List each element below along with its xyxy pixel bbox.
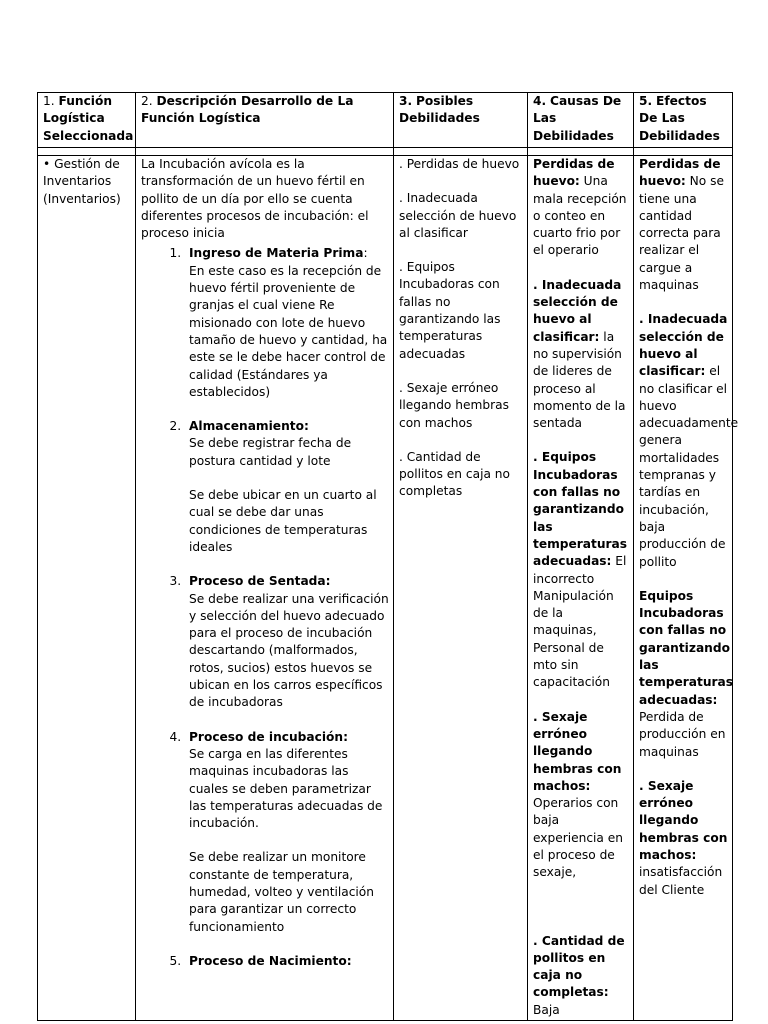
- effect-item: [639, 156, 728, 294]
- item-title: . Inadecuada selección de huevo al clasificar:: [533, 277, 622, 344]
- header-cell: 3. Posibles Debilidades: [394, 93, 528, 148]
- step-text: Se debe realizar una verificación y selección del huevo adecuado para el proceso de incubación descartando (malformados, rotos, sucios) estos huevos se ubican en los carros específicos de incubadoras: [189, 591, 389, 710]
- effect-item: [639, 588, 734, 761]
- step-text: Se carga en las diferentes maquinas incubadoras las cuales se deben parametrizar las temperaturas adecuadas de incubación.: [189, 746, 383, 831]
- weakness-item: . Equipos Incubadoras con fallas no garantizando las temperaturas adecuadas: [399, 260, 501, 361]
- description-cell: [136, 156, 394, 1021]
- item-text: Baja: [533, 1002, 560, 1017]
- cause-item: [533, 156, 629, 260]
- step-text: Se debe registrar fecha de postura cantidad y lote: [189, 436, 352, 468]
- item-text: el no clasificar el huevo adecuadamente genera mortalidades tempranas y tardías en incubación, baja producción de pollito: [639, 364, 739, 569]
- item-title: Perdidas de huevo:: [533, 157, 615, 189]
- item-title: . Inadecuada selección de huevo al clasificar:: [639, 312, 728, 379]
- function-text: • Gestión de Inventarios (Inventarios): [43, 157, 121, 206]
- para-gap: [533, 899, 629, 916]
- process-step: [185, 418, 389, 556]
- item-text: El incorrecto Manipulación de la maquinas, Personal de mto sin capacitación: [533, 554, 627, 690]
- item-text: la no supervisión de lideres de proceso al momento de la sentada: [533, 329, 626, 431]
- weakness-item: . Sexaje erróneo llegando hembras con machos: [399, 380, 509, 430]
- effect-item: [639, 778, 728, 899]
- weakness-item: . Cantidad de pollitos en caja no completas: [399, 449, 510, 499]
- para-gap: [189, 832, 389, 849]
- logistics-table: [37, 92, 739, 1021]
- weaknesses-cell: [394, 156, 528, 1021]
- step-title: Proceso de incubación:: [189, 729, 348, 744]
- cause-item: [533, 277, 629, 433]
- item-title: . Sexaje erróneo llegando hembras con machos:: [533, 709, 622, 793]
- item-text: Una mala recepción o conteo en cuarto frio por el operario: [533, 174, 627, 258]
- process-step: [185, 573, 389, 711]
- step-text: Se debe realizar un monitore constante de temperatura, humedad, volteo y ventilación para garantizar un correcto funcionamiento: [189, 850, 374, 934]
- para-gap: [533, 882, 629, 899]
- item-text: No se tiene una cantidad correcta para realizar el cargue a maquinas: [639, 174, 724, 293]
- process-step: [185, 729, 389, 936]
- header-cell: 2. Descripción Desarrollo de La Función Logística: [136, 93, 394, 148]
- step-title: Almacenamiento:: [189, 419, 309, 434]
- step-title: Ingreso de Materia Prima: [189, 246, 364, 261]
- process-steps: [141, 245, 389, 970]
- spacer-cell: [528, 148, 634, 156]
- process-step: [185, 953, 389, 970]
- para-gap: [189, 470, 389, 487]
- item-text: Operarios con baja experiencia en el proceso de sexaje,: [533, 796, 624, 880]
- para-gap: [639, 761, 728, 778]
- para-gap: [533, 916, 629, 933]
- para-gap: [533, 432, 629, 449]
- spacer-cell: [634, 148, 733, 156]
- cause-item: [533, 933, 629, 1019]
- item-title: . Equipos Incubadoras con fallas no garantizando las temperaturas adecuadas:: [533, 450, 628, 569]
- header-cell: 5. Efectos De Las Debilidades: [634, 93, 733, 148]
- step-title: Proceso de Nacimiento:: [189, 953, 352, 968]
- para-gap: [639, 294, 728, 311]
- header-cell: 4. Causas De Las Debilidades: [528, 93, 634, 148]
- spacer-cell: [136, 148, 394, 156]
- process-step: [185, 245, 389, 401]
- weakness-item: . Perdidas de huevo: [399, 157, 520, 171]
- spacer-row: [38, 148, 733, 156]
- effects-cell: [634, 156, 739, 1021]
- item-title: Perdidas de huevo:: [639, 157, 721, 189]
- effect-item: [639, 311, 739, 570]
- para-gap: [399, 173, 523, 190]
- para-gap: [399, 432, 523, 449]
- causes-cell: [528, 156, 634, 1021]
- description-intro: La Incubación avícola es la transformación de un huevo fértil en pollito de un día por ello se cuenta diferentes procesos de incubación: el proceso inicia: [141, 157, 369, 241]
- para-gap: [533, 260, 629, 277]
- weakness-item: . Inadecuada selección de huevo al clasificar: [399, 191, 517, 240]
- step-title-suffix: :: [363, 246, 368, 261]
- item-text: insatisfacción del Cliente: [639, 865, 723, 897]
- item-title: . Cantidad de pollitos en caja no completas:: [533, 933, 625, 1000]
- para-gap: [639, 571, 728, 588]
- para-gap: [399, 242, 523, 259]
- item-text: Perdida de producción en maquinas: [639, 709, 726, 759]
- para-gap: [399, 363, 523, 380]
- item-title: Equipos Incubadoras con fallas no garantizando las temperaturas adecuadas:: [639, 588, 734, 707]
- function-cell: [38, 156, 136, 1021]
- para-gap: [533, 692, 629, 709]
- step-text: Se debe ubicar en un cuarto al cual se debe dar unas condiciones de temperaturas ideales: [189, 488, 377, 554]
- step-title: Proceso de Sentada:: [189, 574, 331, 589]
- cause-item: [533, 449, 629, 691]
- content-row: [38, 156, 733, 1021]
- item-title: . Sexaje erróneo llegando hembras con machos:: [639, 778, 728, 862]
- spacer-cell: [38, 148, 136, 156]
- header-cell: 1. Función Logística Seleccionada: [38, 93, 136, 148]
- step-text: En este caso es la recepción de huevo fértil proveniente de granjas el cual viene Re misionado con lote de huevo tamaño de huevo y cantidad, ha este se le debe hacer control de calidad (Estándares ya establecidos): [189, 263, 388, 399]
- spacer-cell: [394, 148, 528, 156]
- header-row: [38, 93, 733, 148]
- cause-item: [533, 709, 629, 882]
